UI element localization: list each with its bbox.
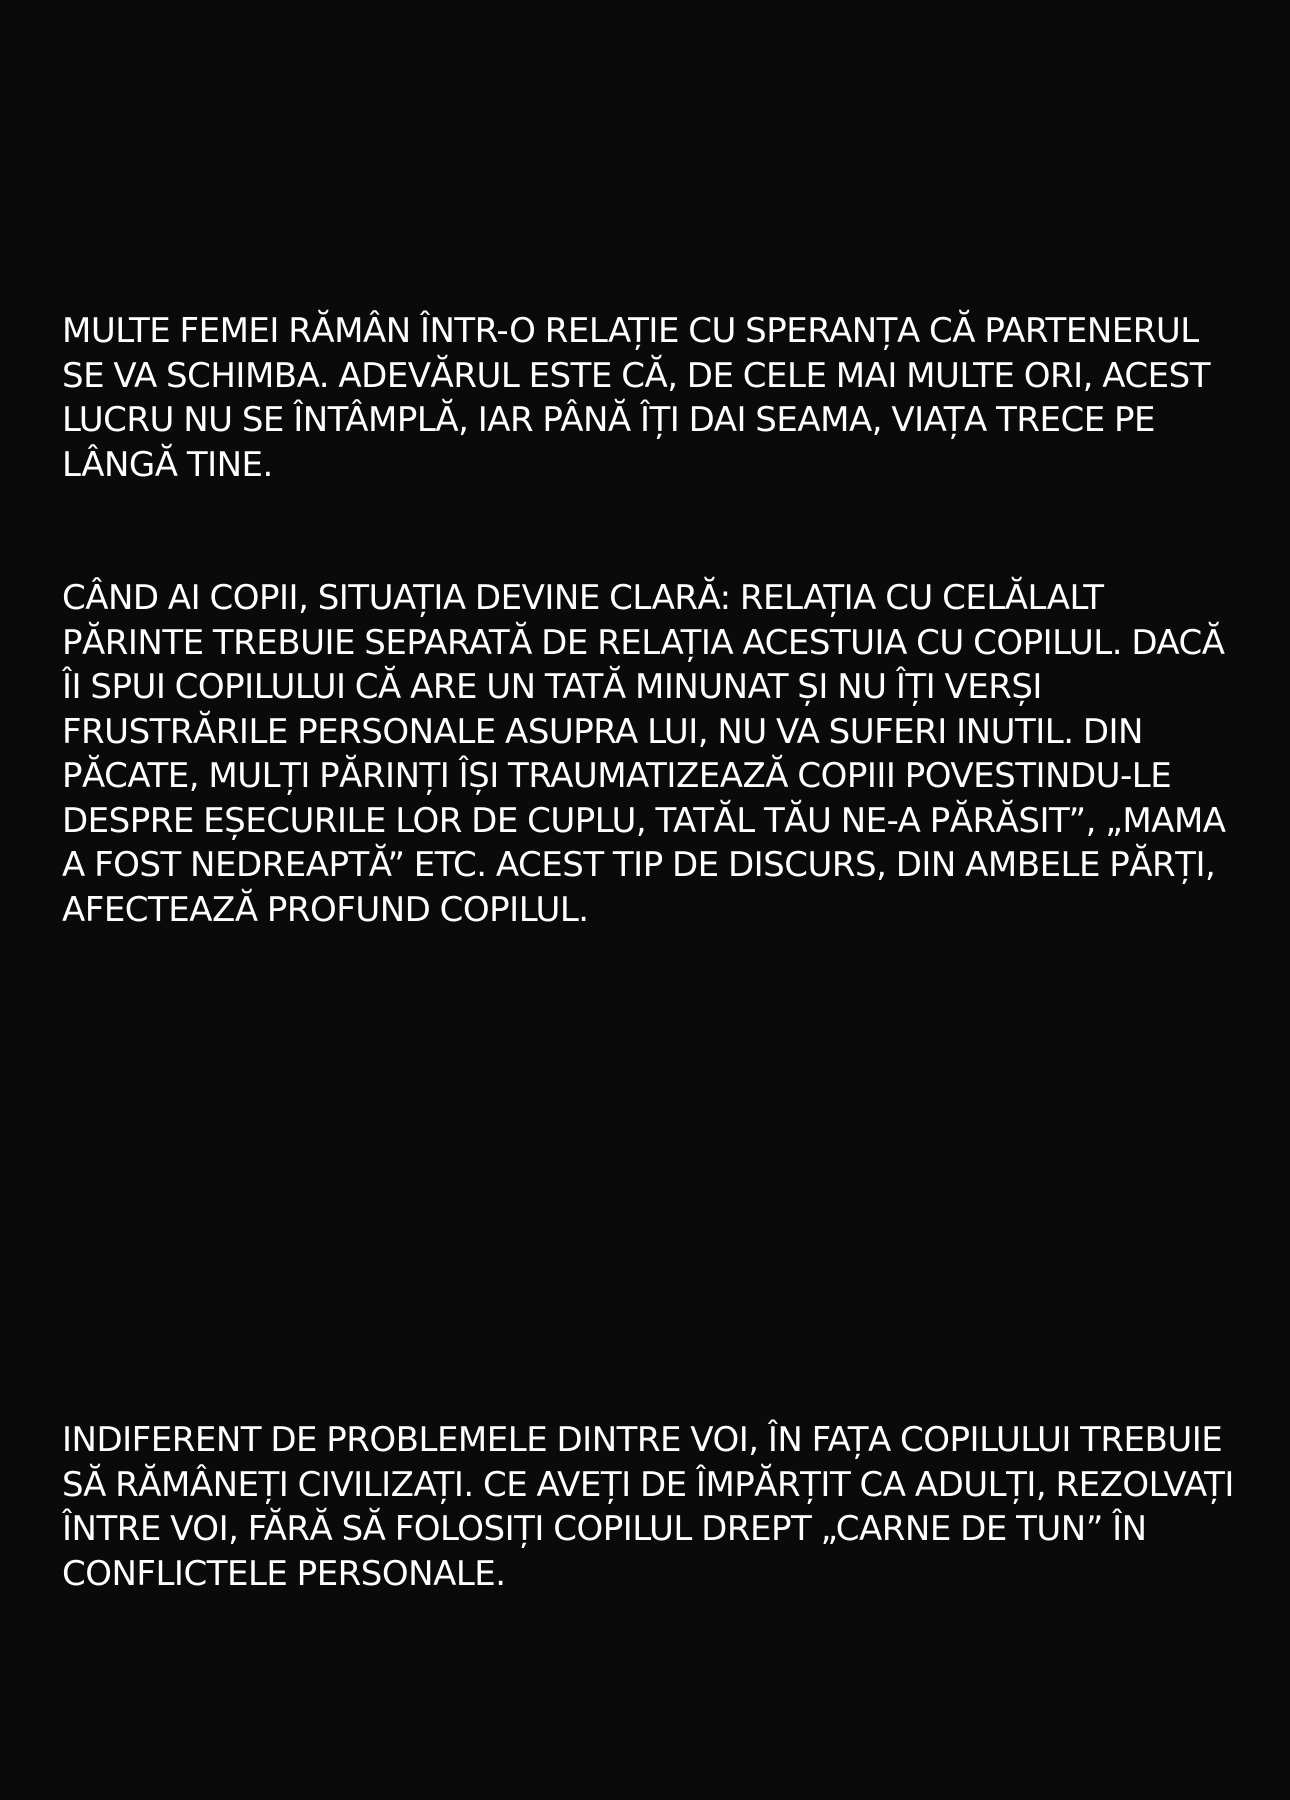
paragraph-3: INDIFERENT DE PROBLEMELE DINTRE VOI, ÎN FAȚA COPILULUI TREBUIE SĂ RĂMÂNEȚI CIVILIZAȚI. CE AVEȚI DE ÎMPĂRȚIT CA ADULȚI, REZOLVAȚI ÎNTRE VOI, FĂRĂ SĂ FOLOSIȚI COPILUL DREPT „CARNE DE TUN” ÎN CONFLICTELE PERSONALE. <box>62 1420 1234 1594</box>
paragraph-2: CÂND AI COPII, SITUAȚIA DEVINE CLARĂ: RELAȚIA CU CELĂLALT PĂRINTE TREBUIE SEPARATĂ DE RELAȚIA ACESTUIA CU COPILUL. DACĂ ÎI SPUI COPILULUI CĂ ARE UN TATĂ MINUNAT ȘI NU ÎȚI VERȘI FRUSTRĂRILE PERSONALE ASUPRA LUI, NU VA SUFERI INUTIL. DIN PĂCATE, MULȚI PĂRINȚI ÎȘI TRAUMATIZEAZĂ COPIII POVESTINDU-LE DESPRE EȘECURILE LOR DE CUPLU, TATĂL TĂU NE-A PĂRĂSIT”, „MAMA A FOST NEDREAPTĂ” ETC. ACEST TIP DE DISCURS, DIN AMBELE PĂRȚI, AFECTEAZĂ PROFUND COPILUL. <box>62 578 1226 930</box>
paragraph-1: MULTE FEMEI RĂMÂN ÎNTR-O RELAȚIE CU SPERANȚA CĂ PARTENERUL SE VA SCHIMBA. ADEVĂRUL ESTE CĂ, DE CELE MAI MULTE ORI, ACEST LUCRU NU SE ÎNTÂMPLĂ, IAR PÂNĂ ÎȚI DAI SEAMA, VIAȚA TRECE PE LÂNGĂ TINE. <box>62 311 1210 485</box>
